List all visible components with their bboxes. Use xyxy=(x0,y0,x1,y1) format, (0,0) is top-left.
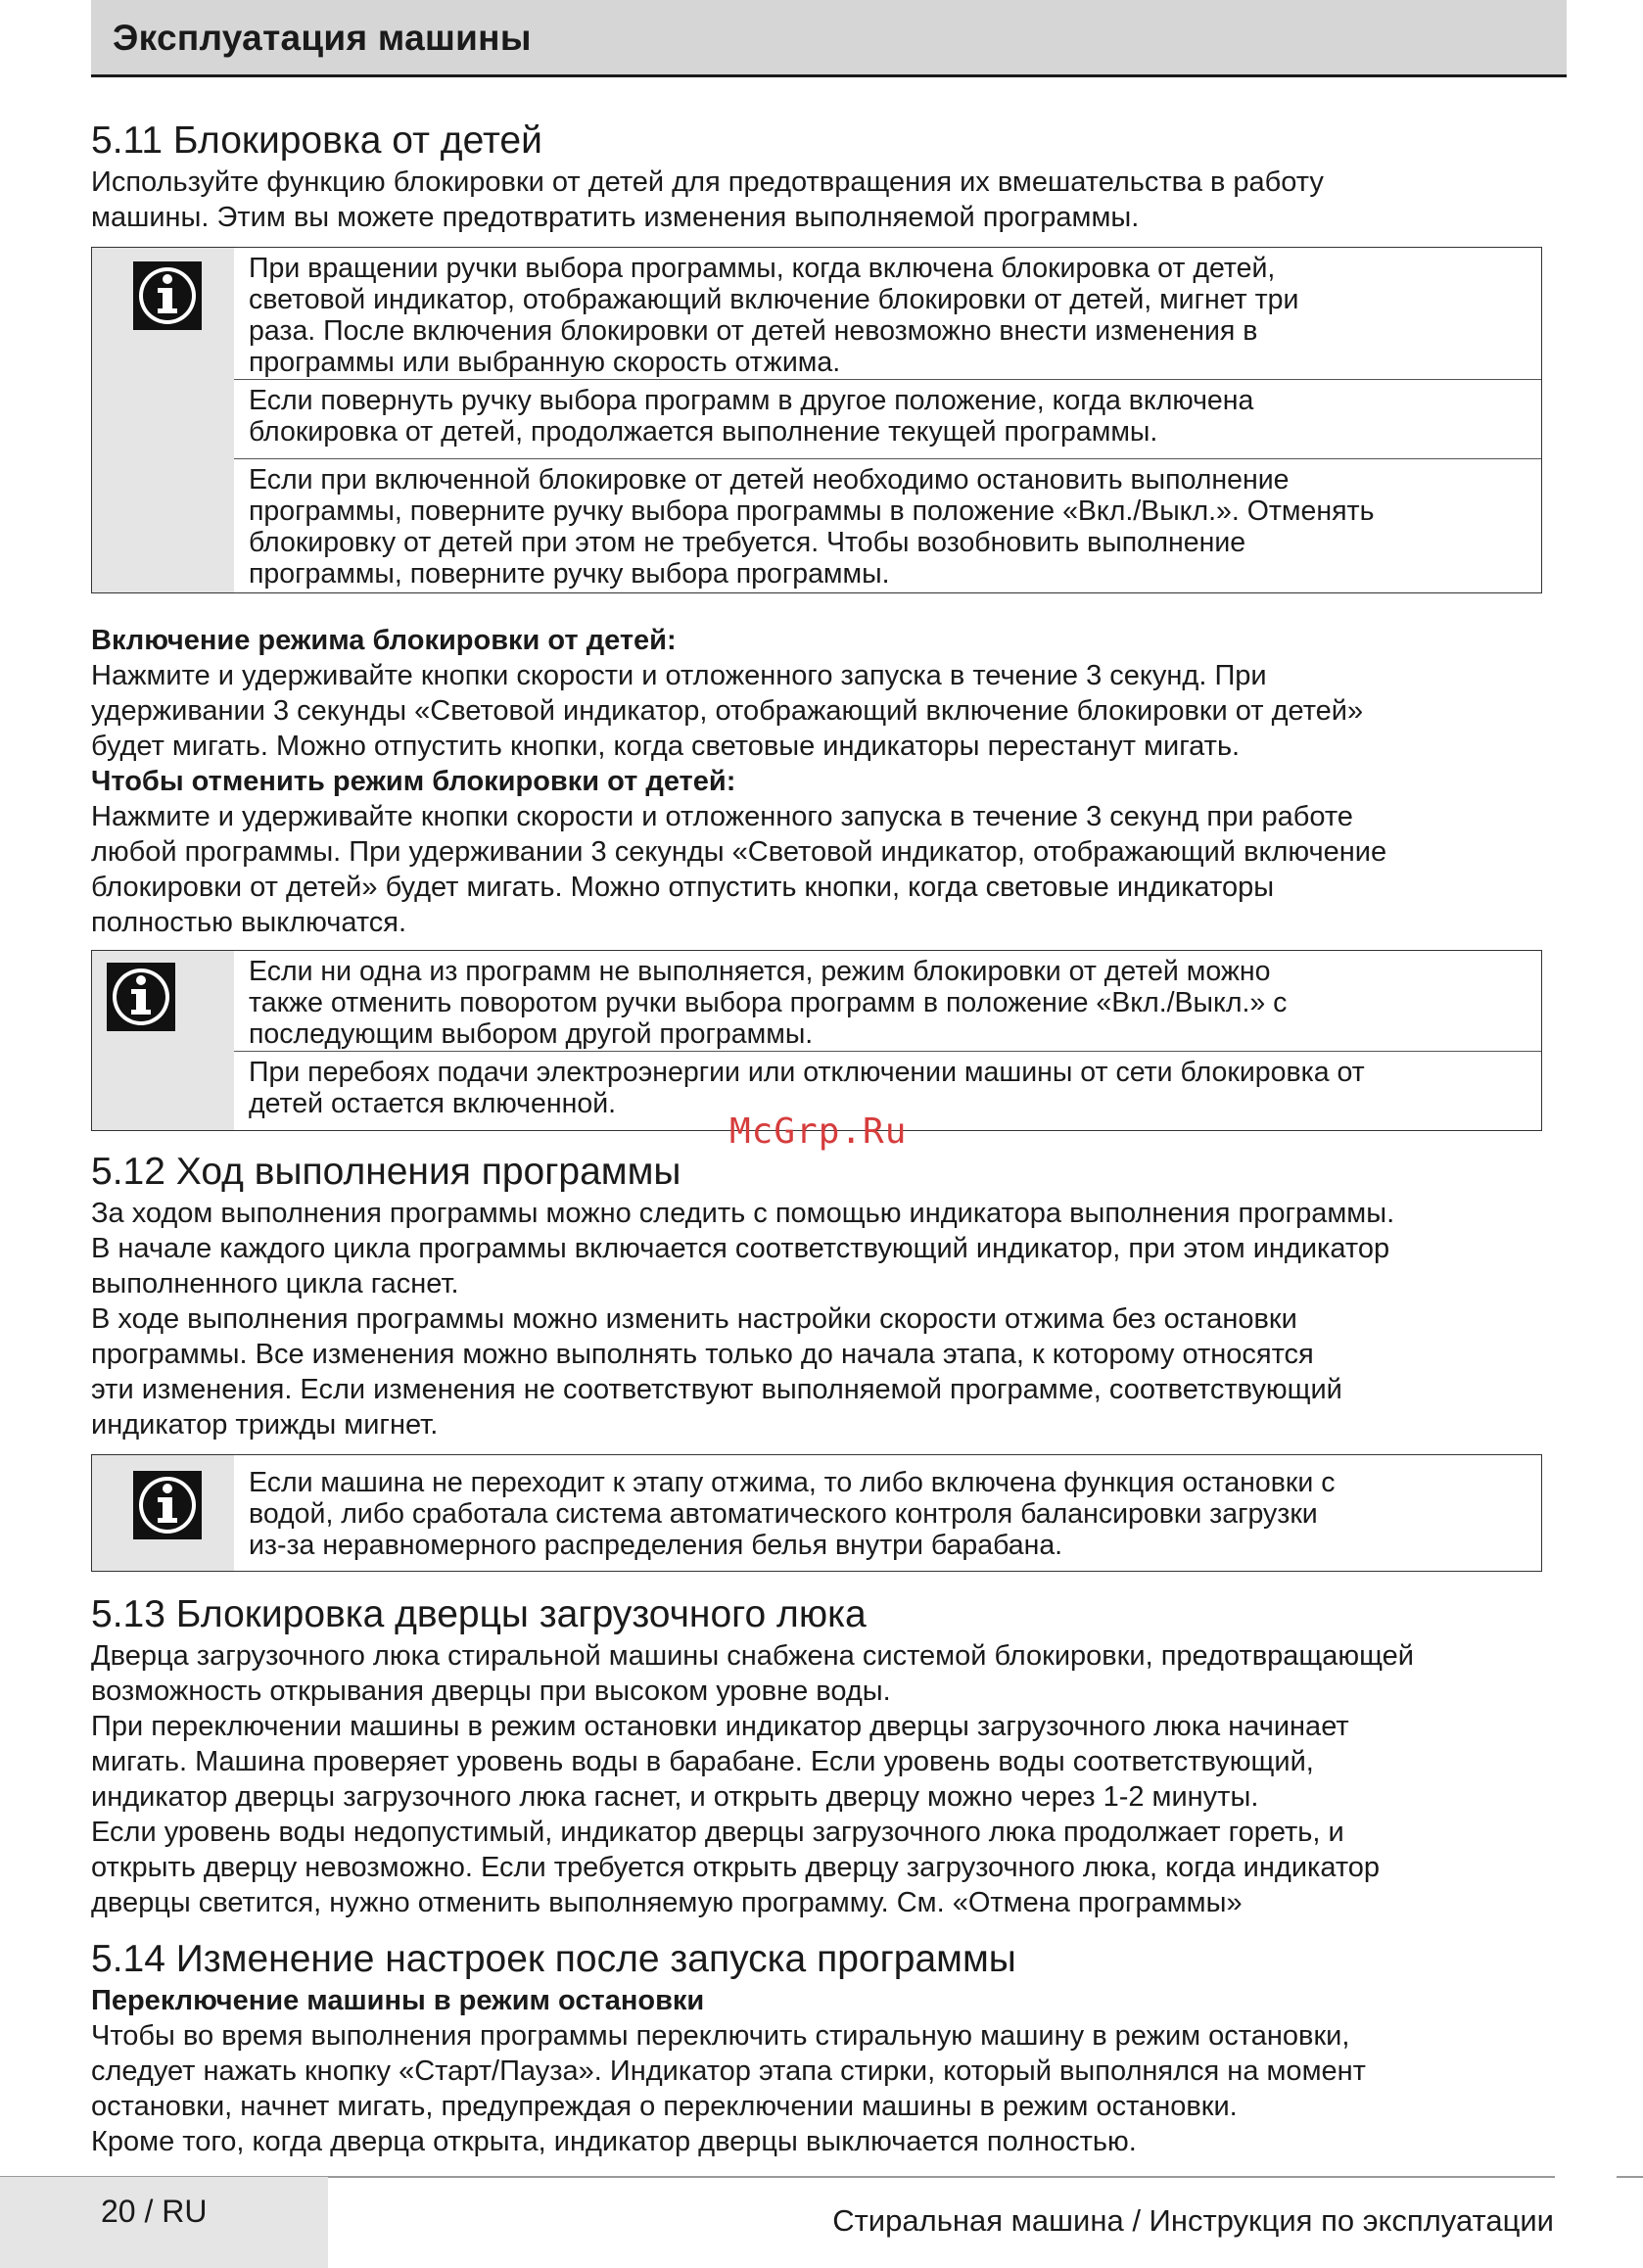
text-line: Если повернуть ручку выбора программ в другое положение, когда включена xyxy=(249,385,1254,416)
text-line: При переключении машины в режим остановки индикатор дверцы загрузочного люка начинает xyxy=(91,1711,1349,1742)
text-line: из-за неравномерного распределения белья внутри барабана. xyxy=(249,1530,1063,1561)
text-line: программы. Все изменения можно выполнять только до начала этапа, к которому относятся xyxy=(91,1339,1314,1370)
info-note-3 xyxy=(91,1454,1542,1572)
s513-text xyxy=(91,1638,1570,1920)
text-line: Если машина не переходит к этапу отжима, то либо включена функция остановки с xyxy=(249,1467,1336,1498)
text-line: остановки, начнет мигать, предупреждая о переключении машины в режим остановки. xyxy=(91,2091,1238,2122)
info-note-1 xyxy=(91,247,1542,593)
text-line: раза. После включения блокировки от детей невозможно внести изменения в xyxy=(249,315,1258,347)
text-line: индикатор трижды мигнет. xyxy=(91,1409,439,1441)
note-icon-column xyxy=(92,951,234,1130)
info-note-2 xyxy=(91,950,1542,1131)
text-line: также отменить поворотом ручки выбора программ в положение «Вкл./Выкл.» с xyxy=(249,987,1288,1018)
text-line: Если уровень воды недопустимый, индикатор дверцы загрузочного люка продолжает гореть, и xyxy=(91,1817,1344,1848)
section-5-13-title: 5.13 Блокировка дверцы загрузочного люка xyxy=(91,1593,867,1635)
note-cells xyxy=(234,248,1541,592)
text-line: При вращении ручки выбора программы, когда включена блокировка от детей, xyxy=(249,253,1276,284)
watermark: McGrp.Ru xyxy=(729,1111,908,1152)
text-line: возможность открывания дверцы при высоком уровне воды. xyxy=(91,1676,891,1707)
note-cell xyxy=(234,1455,1541,1564)
footer-divider-tick xyxy=(1617,2176,1643,2178)
s514-text xyxy=(91,2018,1570,2159)
note-cell xyxy=(234,951,1541,1051)
section-5-12-title: 5.12 Ход выполнения программы xyxy=(91,1151,681,1193)
section-5-11-title: 5.11 Блокировка от детей xyxy=(91,119,542,162)
text-line: За ходом выполнения программы можно следить с помощью индикатора выполнения программы. xyxy=(91,1198,1395,1229)
text-line: полностью выключатся. xyxy=(91,907,407,938)
text-line: выполненного цикла гаснет. xyxy=(91,1268,459,1299)
text-line: открыть дверцу невозможно. Если требуется открыть дверцу загрузочного люка, когда индикатор xyxy=(91,1852,1381,1883)
text-line: дверцы светится, нужно отменить выполняемую программу. См. «Отмена программы» xyxy=(91,1887,1243,1918)
text-line: блокировки от детей» будет мигать. Можно отпустить кнопки, когда световые индикаторы xyxy=(91,872,1275,903)
note-icon-column xyxy=(92,248,234,592)
info-icon xyxy=(133,1471,202,1539)
text-line: удерживании 3 секунды «Световой индикатор, отображающий включение блокировки от детей» xyxy=(91,695,1364,727)
note-cells xyxy=(234,951,1541,1130)
disable-lock-heading: Чтобы отменить режим блокировки от детей: xyxy=(91,766,736,797)
text-line: В ходе выполнения программы можно изменить настройки скорости отжима без остановки xyxy=(91,1303,1297,1335)
info-icon xyxy=(133,261,202,330)
note-cell xyxy=(234,248,1541,379)
page-number: 20 / RU xyxy=(101,2194,208,2229)
page-header-title: Эксплуатация машины xyxy=(113,18,532,58)
text-line: Дверца загрузочного люка стиральной машины снабжена системой блокировки, предотвращающей xyxy=(91,1640,1414,1672)
info-icon xyxy=(107,963,175,1031)
text-line: блокировку от детей при этом не требуется. Чтобы возобновить выполнение xyxy=(249,527,1246,558)
note-cell xyxy=(92,458,1541,592)
header-bar xyxy=(91,0,1567,77)
text-line: машины. Этим вы можете предотвратить изменения выполняемой программы. xyxy=(91,202,1140,233)
text-line: Используйте функцию блокировки от детей для предотвращения их вмешательства в работу xyxy=(91,166,1324,198)
s514-subheading: Переключение машины в режим остановки xyxy=(91,1985,705,2016)
text-line: мигать. Машина проверяет уровень воды в барабане. Если уровень воды соответствующий, xyxy=(91,1746,1314,1777)
text-line: следует нажать кнопку «Старт/Пауза». Индикатор этапа стирки, который выполнялся на момент xyxy=(91,2055,1366,2087)
text-line: В начале каждого цикла программы включается соответствующий индикатор, при этом индикатор xyxy=(91,1233,1390,1264)
text-line: эти изменения. Если изменения не соответствуют выполняемой программе, соответствующий xyxy=(91,1374,1342,1405)
text-line: будет мигать. Можно отпустить кнопки, когда световые индикаторы перестанут мигать. xyxy=(91,731,1241,762)
note-cell xyxy=(234,379,1541,458)
text-line: программы или выбранную скорость отжима. xyxy=(249,347,841,378)
s511-intro xyxy=(91,165,1570,235)
enable-lock-heading: Включение режима блокировки от детей: xyxy=(91,625,677,656)
text-line: программы, поверните ручку выбора программы. xyxy=(249,558,890,590)
document-title: Стиральная машина / Инструкция по эксплуатации xyxy=(832,2203,1554,2238)
text-line: блокировка от детей, продолжается выполнение текущей программы. xyxy=(249,416,1158,448)
text-line: Кроме того, когда дверца открыта, индикатор дверцы выключается полностью. xyxy=(91,2126,1137,2157)
enable-lock-text xyxy=(91,658,1570,764)
text-line: детей остается включенной. xyxy=(249,1088,617,1119)
text-line: Нажмите и удерживайте кнопки скорости и отложенного запуска в течение 3 секунд при работе xyxy=(91,801,1353,832)
s512-text xyxy=(91,1196,1570,1442)
text-line: последующим выбором другой программы. xyxy=(249,1018,814,1050)
text-line: индикатор дверцы загрузочного люка гаснет, и открыть дверцу можно через 1-2 минуты. xyxy=(91,1781,1259,1813)
text-line: любой программы. При удерживании 3 секунды «Световой индикатор, отображающий включение xyxy=(91,836,1387,868)
text-line: Чтобы во время выполнения программы переключить стиральную машину в режим остановки, xyxy=(91,2020,1350,2052)
text-line: водой, либо сработала система автоматического контроля балансировки загрузки xyxy=(249,1498,1318,1530)
text-line: При перебоях подачи электроэнергии или отключении машины от сети блокировка от xyxy=(249,1057,1365,1088)
section-5-14-title: 5.14 Изменение настроек после запуска программы xyxy=(91,1938,1016,1980)
text-line: Если при включенной блокировке от детей необходимо остановить выполнение xyxy=(249,464,1290,496)
text-line: световой индикатор, отображающий включение блокировки от детей, мигнет три xyxy=(249,284,1299,315)
note-cells xyxy=(234,1455,1541,1571)
text-line: программы, поверните ручку выбора программы в положение «Вкл./Выкл.». Отменять xyxy=(249,496,1375,527)
disable-lock-text xyxy=(91,799,1570,940)
text-line: Если ни одна из программ не выполняется, режим блокировки от детей можно xyxy=(249,956,1271,987)
note-icon-column xyxy=(92,1455,234,1571)
text-line: Нажмите и удерживайте кнопки скорости и отложенного запуска в течение 3 секунд. При xyxy=(91,660,1267,691)
